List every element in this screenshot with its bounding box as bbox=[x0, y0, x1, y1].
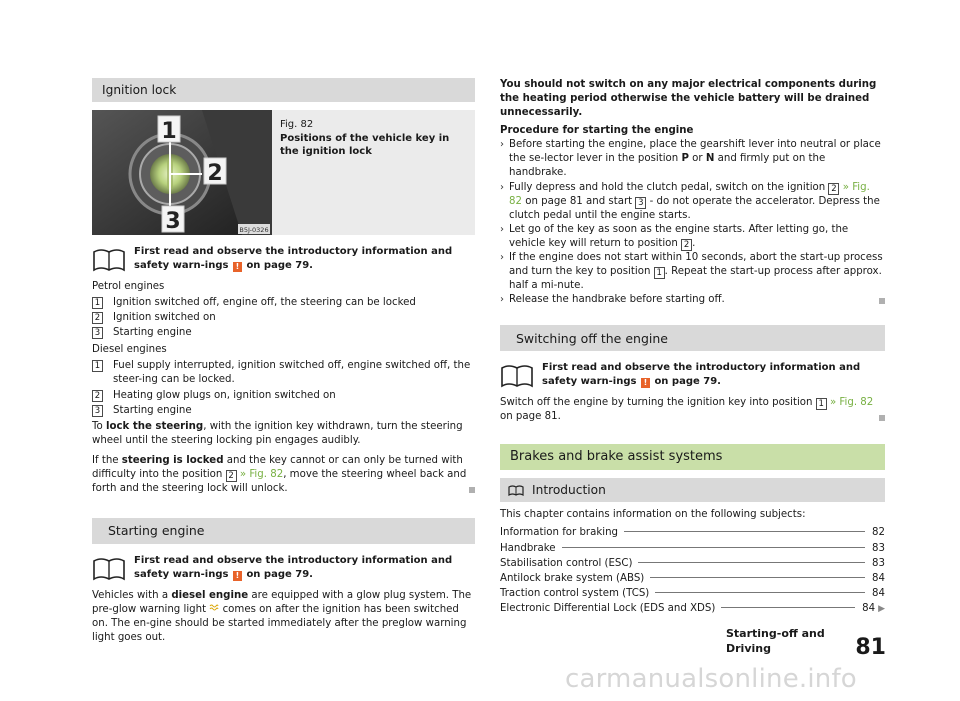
glow-plug-paragraph: Vehicles with a diesel engine are equipped with a glow plug system. The pre-glow warning light comes on after the ignition has been switched on. The en-gine should be started immediately after the preglow warning light goes out. bbox=[92, 590, 472, 644]
section-end-marker bbox=[879, 415, 885, 421]
book-icon bbox=[508, 484, 524, 496]
right-column bbox=[500, 78, 885, 616]
chevron-right-icon: › bbox=[500, 294, 504, 306]
callout-1: 1 bbox=[161, 119, 177, 144]
chevron-right-icon: › bbox=[500, 251, 504, 263]
petrol-heading: Petrol engines bbox=[92, 281, 165, 292]
page-ref-link[interactable]: on page 79. bbox=[246, 259, 313, 271]
petrol-list bbox=[92, 296, 475, 340]
procedure-step: › Fully depress and hold the clutch pedal, switch on the ignition 2 » Fig. 82 on page 81 and start 3 - do not operate the accelerator. Depress the clutch pedal until the engine starts. bbox=[500, 181, 880, 221]
toc-item[interactable]: Stabilisation control (ESC) 83 bbox=[500, 557, 885, 569]
diesel-list bbox=[92, 359, 475, 417]
list-item: 3 Starting engine bbox=[92, 404, 475, 418]
chevron-right-icon: › bbox=[500, 223, 504, 235]
callout-3: 3 bbox=[165, 209, 181, 234]
section-title-introduction: Introduction bbox=[500, 478, 885, 502]
toc-item[interactable]: Traction control system (TCS) 84 bbox=[500, 587, 885, 599]
section-end-marker bbox=[469, 487, 475, 493]
page-ref-link[interactable]: on page 79. bbox=[246, 568, 313, 580]
list-item: 3 Starting engine bbox=[92, 326, 475, 340]
diesel-heading: Diesel engines bbox=[92, 344, 167, 356]
toc-item[interactable]: Antilock brake system (ABS) 84 bbox=[500, 572, 885, 584]
footer-chapter-title: Starting-off and Driving bbox=[726, 627, 825, 656]
preglow-warning-light-icon bbox=[209, 604, 219, 612]
warning-icon: ! bbox=[641, 378, 650, 388]
battery-warning: You should not switch on any major electrical components during the heating period otherwise the vehicle battery will be drained unnecessarily. bbox=[500, 79, 877, 119]
list-item: 1 Ignition switched off, engine off, the steering can be locked bbox=[92, 296, 475, 310]
chevron-right-icon: › bbox=[500, 139, 504, 151]
list-item: 2 Heating glow plugs on, ignition switched on bbox=[92, 389, 475, 403]
toc-item[interactable]: Information for braking 82 bbox=[500, 527, 885, 539]
photo-code: B5J-0326 bbox=[239, 226, 269, 234]
chevron-right-icon: › bbox=[500, 181, 504, 193]
section-title-switching-off: Switching off the engine bbox=[500, 325, 885, 351]
figure-82 bbox=[92, 110, 475, 235]
procedure-heading: Procedure for starting the engine bbox=[500, 125, 694, 137]
read-first-callout: First read and observe the introductory information and safety warn-ings ! on page 79. bbox=[92, 245, 475, 272]
figure-caption-text: Positions of the vehicle key in the ignition lock bbox=[280, 132, 450, 157]
figure-number: Fig. 82 bbox=[280, 119, 314, 130]
read-first-callout: First read and observe the introductory information and safety warn-ings ! on page 79. bbox=[500, 361, 885, 388]
book-icon bbox=[500, 362, 534, 388]
section-title-ignition-lock: Ignition lock bbox=[92, 78, 475, 102]
fig-82-link[interactable]: » Fig. 82 bbox=[509, 181, 870, 207]
section-end-marker bbox=[879, 298, 885, 304]
figure-caption bbox=[272, 110, 475, 235]
fig-82-link[interactable]: » Fig. 82 bbox=[826, 397, 874, 409]
page-ref-link[interactable]: on page 79. bbox=[654, 375, 721, 387]
watermark: carmanualsonline.info bbox=[565, 664, 857, 694]
ignition-lock-photo bbox=[92, 110, 272, 235]
lock-steering-paragraph: To lock the steering, with the ignition key withdrawn, turn the steering wheel until the steering locking pin engages audibly. bbox=[92, 420, 463, 446]
list-item: 2 Ignition switched on bbox=[92, 311, 475, 325]
chapter-title-brakes: Brakes and brake assist systems bbox=[500, 444, 885, 470]
warning-icon: ! bbox=[233, 571, 242, 581]
procedure-step: › Before starting the engine, place the gearshift lever into neutral or place the se-lector lever in the position P or N and firmly put on the handbrake. bbox=[500, 139, 881, 179]
left-column bbox=[92, 78, 475, 645]
toc-item[interactable]: Handbrake 83 bbox=[500, 542, 885, 554]
toc-item[interactable]: Electronic Differential Lock (EDS and XDS) 84 ▶ bbox=[500, 602, 885, 614]
callout-2: 2 bbox=[207, 161, 223, 186]
procedure-step: › If the engine does not start within 10 seconds, abort the start-up process and turn the key to position 1 . Repeat the start-up process after approx. half a mi-nute. bbox=[500, 251, 883, 292]
intro-text: This chapter contains information on the following subjects: bbox=[500, 509, 806, 521]
book-icon bbox=[92, 555, 126, 581]
page-footer bbox=[726, 626, 886, 659]
steering-locked-paragraph: If the steering is locked and the key cannot or can only be turned with difficulty into the position 2 » Fig. 82, move the steering wheel back and forth and the steering lock will unlock. bbox=[92, 454, 475, 496]
switch-off-paragraph: Switch off the engine by turning the ignition key into position 1 » Fig. 82 on page 81. bbox=[500, 396, 885, 424]
continued-arrow-icon: ▶ bbox=[878, 603, 885, 614]
warning-icon: ! bbox=[233, 262, 242, 272]
procedure-step: › Release the handbrake before starting off. bbox=[500, 293, 885, 307]
book-icon bbox=[92, 246, 126, 272]
list-item: 1 Fuel supply interrupted, ignition switched off, engine switched off, the steer-ing can be locked. bbox=[92, 359, 475, 387]
section-title-starting-engine: Starting engine bbox=[92, 518, 475, 544]
page-number: 81 bbox=[855, 635, 886, 661]
toc-list bbox=[500, 526, 885, 615]
fig-82-link[interactable]: » Fig. 82 bbox=[236, 468, 284, 480]
ignition-lock-illustration bbox=[92, 110, 272, 235]
procedure-step: › Let go of the key as soon as the engine starts. After letting go, the vehicle key will return to position 2 . bbox=[500, 223, 849, 250]
read-first-callout: First read and observe the introductory information and safety warn-ings ! on page 79. bbox=[92, 554, 475, 581]
